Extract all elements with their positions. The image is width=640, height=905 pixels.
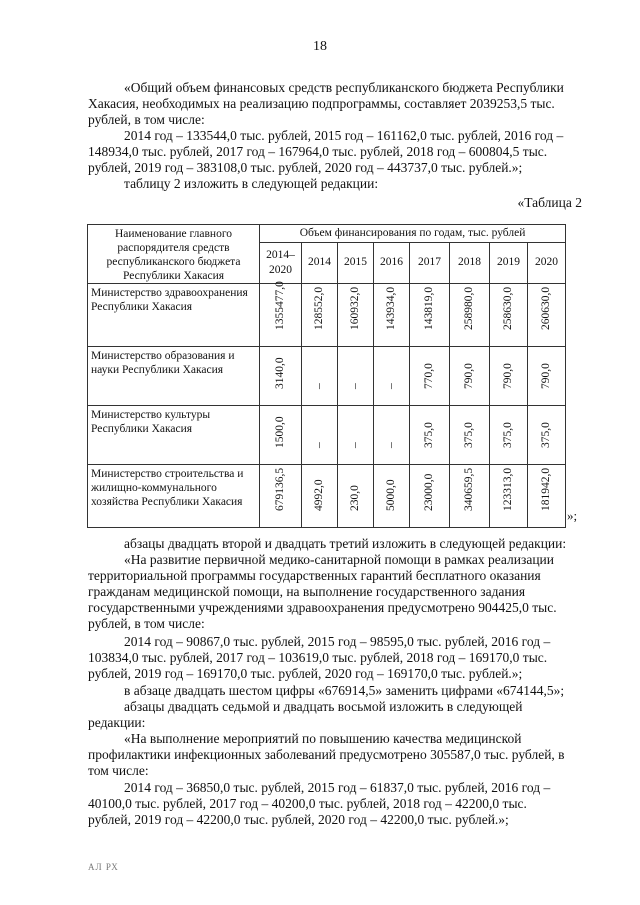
header-name-cell: Наименование главного распорядителя средств республиканского бюджета Республики Хакасия [88, 225, 260, 284]
value-cell: 340659,5 [450, 465, 490, 528]
value-cell: 143819,0 [410, 284, 450, 347]
year-header: 2014 [302, 242, 338, 283]
para3 [88, 683, 585, 699]
text-line: в абзаце двадцать шестом цифры «676914,5» заменить цифрами «674144,5»; [124, 683, 565, 698]
value-cell: 128552,0 [302, 284, 338, 347]
text-line: рублей, 2019 год – 383108,0 тыс. рублей, 2020 год – 443737,0 тыс. рублей.»; [88, 160, 523, 175]
financing-table [87, 224, 566, 528]
text-line: рублей, в том числе: [88, 616, 205, 631]
text-line: территориальной программы государственных гарантий бесплатного оказания [88, 568, 541, 583]
text-line: 2014 год – 133544,0 тыс. рублей, 2015 год – 161162,0 тыс. рублей, 2016 год – [124, 128, 564, 143]
year-header: 2014–2020 [260, 242, 302, 283]
text-line: 40100,0 тыс. рублей, 2017 год – 40200,0 тыс. рублей, 2018 год – 42200,0 тыс. [88, 796, 527, 811]
table-close-mark: »; [567, 508, 578, 523]
text-line: рублей, 2019 год – 169170,0 тыс. рублей, 2020 год – 169170,0 тыс. рублей.»; [88, 666, 523, 681]
table-row [88, 406, 566, 465]
value-cell: 1355477,0 [260, 284, 302, 347]
value-cell: – [338, 406, 374, 465]
page-number: 18 [313, 39, 327, 54]
intro-paragraph [88, 80, 585, 128]
text-line: редакции: [88, 715, 146, 730]
value-cell: – [302, 347, 338, 406]
value-cell: 230,0 [338, 465, 374, 528]
table-row [88, 284, 566, 347]
text-line: абзацы двадцать седьмой и двадцать восьмой изложить в следующей [124, 699, 523, 714]
ministry-name-cell: Министерство образования и науки Республики Хакасия [88, 347, 260, 406]
text-line: таблицу 2 изложить в следующей редакции: [124, 176, 379, 191]
value-cell: – [374, 347, 410, 406]
value-cell: 679136,5 [260, 465, 302, 528]
year-header: 2015 [338, 242, 374, 283]
year-header: 2019 [490, 242, 528, 283]
year-header: 2018 [450, 242, 490, 283]
years-paragraph [88, 128, 585, 176]
value-cell: – [374, 406, 410, 465]
text-line: абзацы двадцать второй и двадцать третий изложить в следующей редакции: [124, 536, 567, 551]
para4 [88, 699, 585, 731]
para5 [88, 731, 585, 779]
value-cell: 770,0 [410, 347, 450, 406]
text-line: 2014 год – 36850,0 тыс. рублей, 2015 год – 61837,0 тыс. рублей, 2016 год – [124, 780, 551, 795]
text-line: том числе: [88, 763, 149, 778]
text-line: государственными учреждениями здравоохранения предусмотрено 904425,0 тыс. [88, 600, 557, 615]
text-line: рублей, в том числе: [88, 112, 205, 127]
value-cell: 258980,0 [450, 284, 490, 347]
table-intro [88, 176, 585, 192]
value-cell: 143934,0 [374, 284, 410, 347]
value-cell: 375,0 [528, 406, 566, 465]
value-cell: 4992,0 [302, 465, 338, 528]
ministry-name-cell: Министерство культуры Республики Хакасия [88, 406, 260, 465]
value-cell: – [338, 347, 374, 406]
text-line: «На выполнение мероприятий по повышению качества медицинской [124, 731, 522, 746]
value-cell: 258630,0 [490, 284, 528, 347]
table-row [88, 347, 566, 406]
value-cell: – [302, 406, 338, 465]
value-cell: 790,0 [490, 347, 528, 406]
value-cell: 790,0 [528, 347, 566, 406]
text-line: «На развитие первичной медико-санитарной помощи в рамках реализации [124, 552, 554, 567]
text-line: профилактики инфекционных заболеваний предусмотрено 305587,0 тыс. рублей, в [88, 747, 565, 762]
value-cell: 181942,0 [528, 465, 566, 528]
value-cell: 5000,0 [374, 465, 410, 528]
value-cell: 260630,0 [528, 284, 566, 347]
footer-mark: АЛ РХ [88, 862, 119, 872]
para5-years [88, 780, 585, 828]
text-line: рублей, 2019 год – 42200,0 тыс. рублей, 2020 год – 42200,0 тыс. рублей.»; [88, 812, 509, 827]
value-cell: 375,0 [410, 406, 450, 465]
text-line: гражданам медицинской помощи, на выполнение государственного задания [88, 584, 526, 599]
text-line: 103834,0 тыс. рублей, 2017 год – 103619,0 тыс. рублей, 2018 год – 169170,0 тыс. [88, 650, 548, 665]
year-header: 2016 [374, 242, 410, 283]
value-cell: 160932,0 [338, 284, 374, 347]
value-cell: 375,0 [490, 406, 528, 465]
year-header: 2017 [410, 242, 450, 283]
table-caption: «Таблица 2 [517, 195, 582, 210]
text-line: «Общий объем финансовых средств республиканского бюджета Республики [124, 80, 564, 95]
table-row [88, 465, 566, 528]
year-header: 2020 [528, 242, 566, 283]
value-cell: 375,0 [450, 406, 490, 465]
text-line: 148934,0 тыс. рублей, 2017 год – 167964,0 тыс. рублей, 2018 год – 600804,5 тыс. [88, 144, 548, 159]
value-cell: 3140,0 [260, 347, 302, 406]
para2-lead [88, 536, 585, 552]
para2-years [88, 634, 585, 682]
value-cell: 790,0 [450, 347, 490, 406]
value-cell: 123313,0 [490, 465, 528, 528]
text-line: 2014 год – 90867,0 тыс. рублей, 2015 год – 98595,0 тыс. рублей, 2016 год – [124, 634, 551, 649]
header-volume-cell: Объем финансирования по годам, тыс. рублей [260, 225, 566, 243]
value-cell: 23000,0 [410, 465, 450, 528]
ministry-name-cell: Министерство здравоохранения Республики Хакасия [88, 284, 260, 347]
ministry-name-cell: Министерство строительства и жилищно-коммунального хозяйства Республики Хакасия [88, 465, 260, 528]
value-cell: 1500,0 [260, 406, 302, 465]
para2 [88, 552, 585, 632]
text-line: Хакасия, необходимых на реализацию подпрограммы, составляет 2039253,5 тыс. [88, 96, 555, 111]
